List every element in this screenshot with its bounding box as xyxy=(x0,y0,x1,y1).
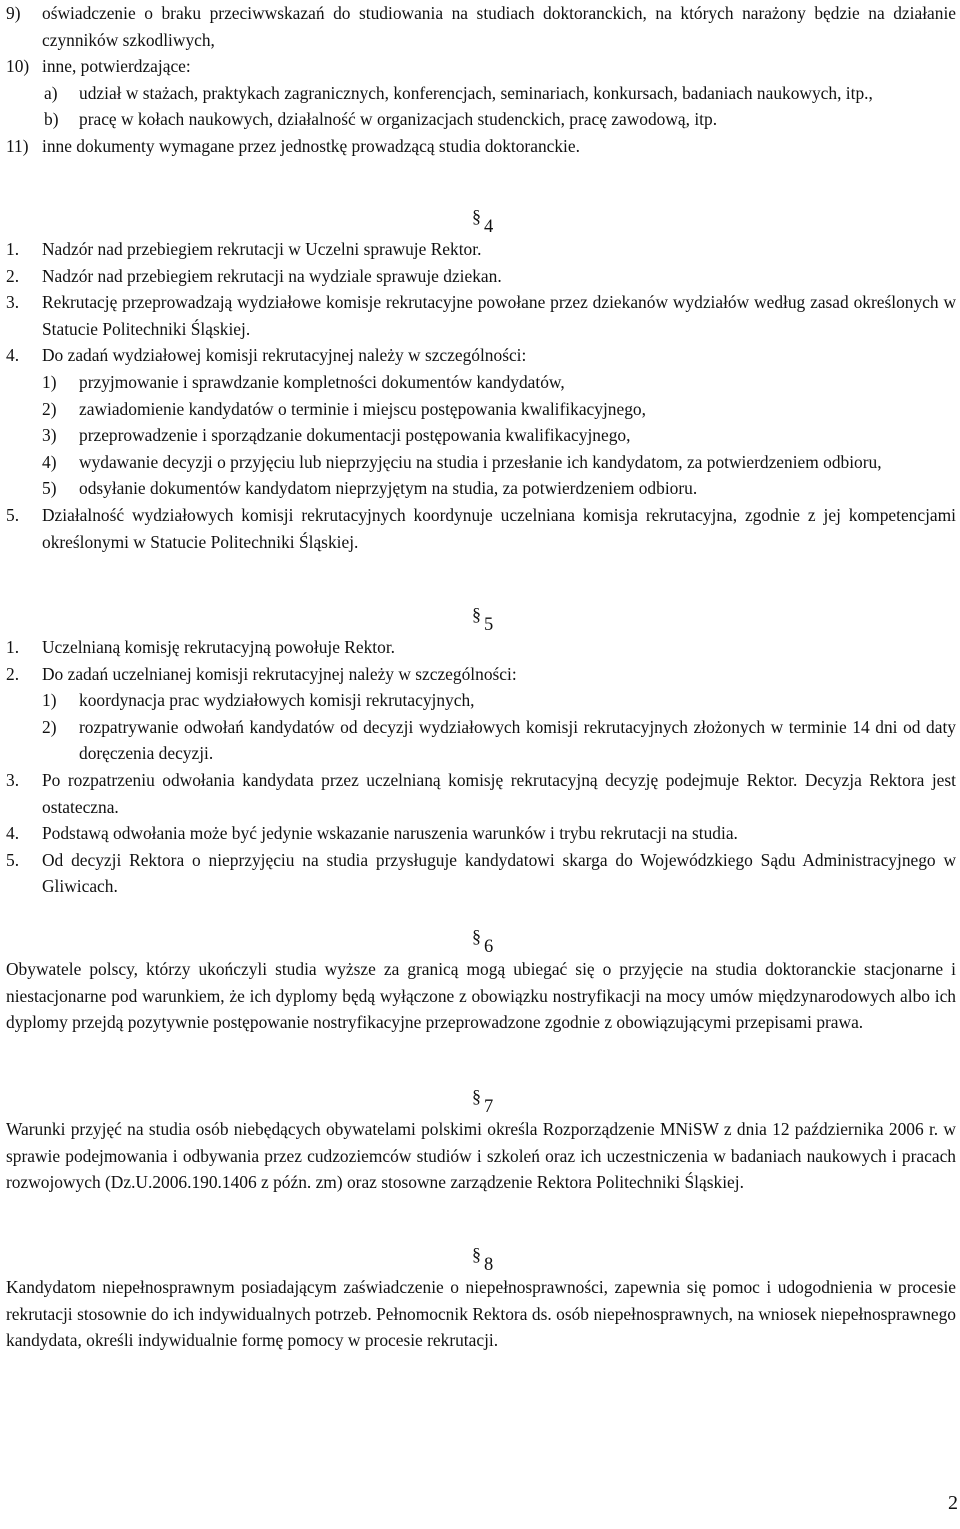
section-8 xyxy=(6,1244,956,1354)
section-symbol: § xyxy=(472,1244,481,1264)
item-number: b) xyxy=(44,109,59,130)
item-number: 4. xyxy=(6,823,20,844)
top-list xyxy=(6,0,956,160)
section-paragraph: Warunki przyjęć na studia osób niebędących obywatelami polskimi określa Rozporządzenie MNiSW z dnia 12 października 2006 r. w sprawie podejmowania i odbywania przez cudzoziemców studiów i szkoleń oraz ich uczestniczenia w badaniach naukowych i pracach rozwojowych (Dz.U.2006.190.1406 z późn. zm) oraz stosowne zarządzenie Rektora Politechniki Śląskiej. xyxy=(6,1119,956,1193)
item-number: 5) xyxy=(42,478,57,499)
item-text: odsyłanie dokumentów kandydatom nieprzyjętym na studia, za potwierdzeniem odbioru. xyxy=(79,478,698,499)
section-paragraph: Obywatele polscy, którzy ukończyli studia wyższe za granicą mogą ubiegać się o przyjęcie na studia doktoranckie stacjonarne i niestacjonarne pod warunkiem, że ich dyplomy będą wyłączone z obowiązku nostryfikacji na mocy umów międzynarodowych albo ich dyplomy przejdą pozytywnie postępowanie nostryfikacyjne przeprowadzone zgodnie z obowiązującymi przepisami prawa. xyxy=(6,959,956,1033)
item-text: zawiadomienie kandydatów o terminie i miejscu postępowania kwalifikacyjnego, xyxy=(79,398,646,419)
item-text: oświadczenie o braku przeciwwskazań do studiowania na studiach doktoranckich, na których narażony będzie na działanie czynników szkodliwych, xyxy=(42,3,956,50)
list-item xyxy=(6,263,956,290)
section-heading xyxy=(6,1086,956,1117)
item-text: Podstawą odwołania może być jedynie wskazanie naruszenia warunków i trybu rekrutacji na studia. xyxy=(42,823,738,844)
item-number: 2. xyxy=(6,663,20,684)
item-text: przeprowadzenie i sporządzanie dokumentacji postępowania kwalifikacyjnego, xyxy=(79,425,631,446)
item-text: Uczelnianą komisję rekrutacyjną powołuje Rektor. xyxy=(42,637,396,657)
section-number: 6 xyxy=(484,937,494,957)
section-6 xyxy=(6,926,956,1036)
sub-list-item xyxy=(6,475,956,502)
sub-list-item xyxy=(6,714,956,767)
item-number: 4. xyxy=(6,345,20,366)
section-heading xyxy=(6,206,956,237)
item-number: 2. xyxy=(6,265,20,286)
item-number: 9) xyxy=(6,3,21,23)
list-item xyxy=(6,820,956,847)
item-text: koordynacja prac wydziałowych komisji rekrutacyjnych, xyxy=(79,690,475,711)
item-number: 10) xyxy=(6,56,30,77)
item-number: a) xyxy=(44,82,58,103)
item-text: Po rozpatrzeniu odwołania kandydata przez uczelnianą komisję rekrutacyjną decyzję podejmuje Rektor. Decyzja Rektora jest ostateczna. xyxy=(42,769,956,817)
section-paragraph: Kandydatom niepełnosprawnym posiadającym zaświadczenie o niepełnosprawności, zapewnia się pomoc i udogodnienia w procesie rekrutacji stosownie do ich indywidualnych potrzeb. Pełnomocnik Rektora ds. osób niepełnosprawnych, na wniosek niepełnosprawnego kandydata, określi indywidualnie formę pomocy w procesie rekrutacji. xyxy=(6,1277,956,1351)
item-text: Do zadań uczelnianej komisji rekrutacyjnej należy w szczególności: xyxy=(42,663,517,684)
item-number: 5. xyxy=(6,849,20,870)
section-symbol: § xyxy=(472,926,481,946)
list-item xyxy=(6,634,956,661)
section-symbol: § xyxy=(472,1086,481,1106)
item-text: wydawanie decyzji o przyjęciu lub nieprzyjęciu na studia i przesłanie ich kandydatom, za potwierdzeniem odbioru, xyxy=(79,451,882,472)
item-number: 1. xyxy=(6,637,20,657)
item-number: 3. xyxy=(6,292,20,313)
section-symbol: § xyxy=(472,206,481,226)
item-text: udział w stażach, praktykach zagranicznych, konferencjach, seminariach, konkursach, badaniach naukowych, itp., xyxy=(79,82,873,103)
item-number: 11) xyxy=(6,135,29,156)
list-item xyxy=(6,847,956,900)
list-item xyxy=(6,502,956,555)
item-text: Działalność wydziałowych komisji rekrutacyjnych koordynuje uczelniana komisja rekrutacyjna, zgodnie z jej kompetencjami określonymi w Statucie Politechniki Śląskiej. xyxy=(42,504,956,552)
section-7 xyxy=(6,1086,956,1196)
item-text: Nadzór nad przebiegiem rekrutacji na wydziale sprawuje dziekan. xyxy=(42,265,502,286)
list-item xyxy=(6,289,956,342)
section-number: 8 xyxy=(484,1255,494,1275)
item-number: 2) xyxy=(42,716,57,737)
list-item xyxy=(6,236,956,263)
section-4 xyxy=(6,206,956,555)
item-number: 1) xyxy=(42,371,57,392)
list-item xyxy=(6,342,956,369)
item-number: 1) xyxy=(42,690,57,711)
item-number: 2) xyxy=(42,398,57,419)
sub-list-item xyxy=(6,422,956,449)
list-item xyxy=(6,53,956,80)
section-number: 4 xyxy=(484,217,494,237)
item-text: Do zadań wydziałowej komisji rekrutacyjnej należy w szczególności: xyxy=(42,345,527,366)
item-text: inne, potwierdzające: xyxy=(42,56,191,77)
list-item xyxy=(6,661,956,688)
item-number: 5. xyxy=(6,504,20,525)
item-text: Od decyzji Rektora o nieprzyjęciu na studia przysługuje kandydatowi skarga do Wojewódzkiego Sądu Administracyjnego w Gliwicach. xyxy=(42,849,956,897)
item-text: Rekrutację przeprowadzają wydziałowe komisje rekrutacyjne powołane przez dziekanów wydziałów według zasad określonych w Statucie Politechniki Śląskiej. xyxy=(42,292,956,339)
item-number: 1. xyxy=(6,239,20,259)
list-item xyxy=(6,0,956,53)
section-heading xyxy=(6,1244,956,1275)
page-number: 2 xyxy=(948,1492,958,1514)
section-heading xyxy=(6,604,956,635)
section-number: 7 xyxy=(484,1097,494,1117)
section-number: 5 xyxy=(484,615,494,635)
sub-list-item xyxy=(6,396,956,423)
section-5 xyxy=(6,604,956,900)
section-symbol: § xyxy=(472,604,481,624)
sub-list-item xyxy=(6,687,956,714)
item-text: rozpatrywanie odwołań kandydatów od decyzji wydziałowych komisji rekrutacyjnych złożonych w terminie 14 dni od daty doręczenia decyzji. xyxy=(79,716,956,764)
sub-list-item xyxy=(6,369,956,396)
item-number: 3) xyxy=(42,425,57,446)
list-item xyxy=(6,106,956,133)
list-item xyxy=(6,767,956,820)
item-text: pracę w kołach naukowych, działalność w organizacjach studenckich, pracę zawodową, itp. xyxy=(79,109,718,130)
list-item xyxy=(6,133,956,160)
sub-list-item xyxy=(6,449,956,476)
item-text: przyjmowanie i sprawdzanie kompletności dokumentów kandydatów, xyxy=(79,371,565,392)
item-number: 4) xyxy=(42,451,57,472)
item-number: 3. xyxy=(6,769,20,790)
list-item xyxy=(6,80,956,107)
item-text: Nadzór nad przebiegiem rekrutacji w Uczelni sprawuje Rektor. xyxy=(42,239,482,259)
item-text: inne dokumenty wymagane przez jednostkę prowadzącą studia doktoranckie. xyxy=(42,135,580,156)
section-heading xyxy=(6,926,956,957)
